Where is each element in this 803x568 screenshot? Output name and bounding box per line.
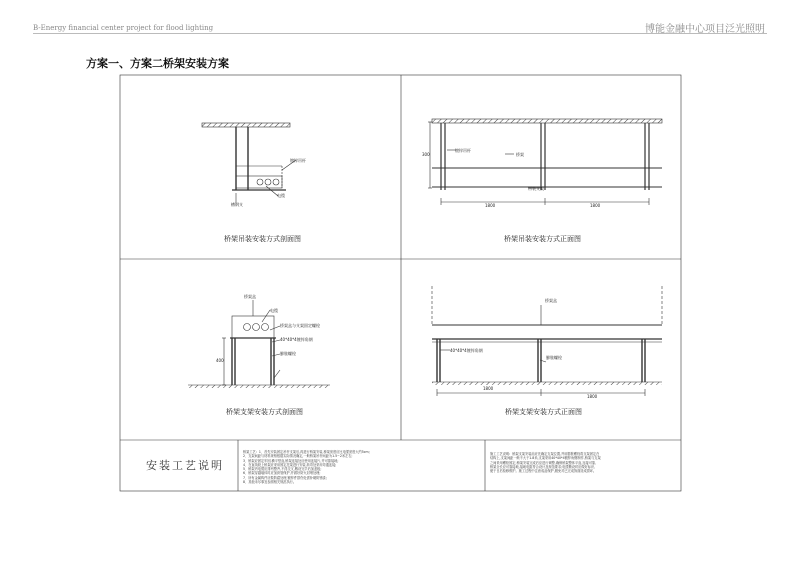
panel2-dim-2: 1800 (590, 203, 601, 208)
panel2-label-tray: 桥架 (516, 152, 524, 157)
panel2-drawing (428, 119, 662, 205)
panel4-caption: 桥架支架安装方式正面图 (505, 408, 582, 416)
panel2-dim-1: 1800 (485, 203, 496, 208)
panel1-label-tray: 槽钢支 (231, 202, 243, 207)
panel3-dim-height: 400 (216, 358, 224, 363)
panel2-caption: 桥架吊装安装方式正面图 (504, 235, 581, 243)
header-title: 博能金融中心项目泛光照明 (645, 24, 765, 35)
panel4-dim-1: 1800 (483, 386, 494, 391)
panel3-label-bolt: 膨胀螺栓 (280, 351, 296, 356)
panel2-dim-height: 300 (422, 152, 430, 157)
panel3-label-cable: 电缆 (270, 308, 278, 313)
panel4-label-bolt: 膨胀螺栓 (546, 355, 562, 360)
panel4-label-box: 桥架盒 (545, 298, 557, 303)
panel2-label-rod: 镀锌吊杆 (455, 148, 471, 153)
panel3-caption: 桥架支架安装方式剖面图 (226, 408, 303, 416)
page-title: 方案一、方案二桥架安装方案 (86, 57, 229, 70)
notes-title: 安装工艺说明 (146, 459, 224, 472)
panel1-drawing (202, 123, 296, 203)
drawing-frame (120, 75, 681, 491)
panel3-label-angle: 40*40*4镀锌角钢 (280, 337, 313, 342)
header-subtitle: B-Energy financial center project for flood lighting (33, 24, 214, 32)
panel3-label-fix: 桥架盒与支架固定螺栓 (280, 323, 320, 328)
panel1-label-cable: 电缆 (277, 193, 285, 198)
panel3-label-box: 桥架盒 (244, 294, 256, 299)
panel3-drawing (188, 300, 330, 388)
panel2-label-bracket: 吊装支架 (528, 186, 544, 191)
panel4-dim-2: 1800 (587, 394, 598, 399)
panel1-label-hanger: 镀锌吊杆 (290, 158, 306, 163)
notes-column-1: 桥架工艺: 1、首先安装固定吊杆支架后,再进行桥架安装,桥架宽度应比电缆宽度大约5cm; 2、支架间距与材料规格根据实际情况确定,一般桥架吊杆间距为1.5~2米左右; 3、桥架应固定牢固,横平竖直,桥架连接处应使用连接片,并可靠接地; 4、在直线段上桥架应采用固定托架进行安装,转弯处采用弯通连接; 5、桥架内电缆应排列整齐,不得交叉,敷设完毕后加盖板; 6、桥架穿越墙体时应加套管保护,并做好防火封堵处理; 7、所有金属构件应做防腐处理,镀锌件损伤处需补刷防锈漆; 8、其他未尽事宜参照相关规范执行。 (243, 450, 370, 485)
panel4-label-angle: 40*40*4镀锌角钢 (450, 348, 483, 353)
panel1-caption: 桥架吊装安装方式剖面图 (224, 235, 301, 243)
notes-column-2: 施工工艺说明: 桥架支架安装前应先确定支架位置,并用膨胀螺栓将支架固定在 结构上,支架间距一般不大于1.8米,支架采用40*40*4镀锌角钢制作,桥架与支架 之间采用螺栓固定;桥架安装完成后应进行调整,确保桥架整体平直,连接可靠, 桥架全长应可靠接地,接地电阻符合设计及规范要求;电缆敷设时应做好标识, 便于日后检修维护。施工过程中注意成品保护,避免对已完成饰面造成损坏。 (490, 452, 601, 474)
